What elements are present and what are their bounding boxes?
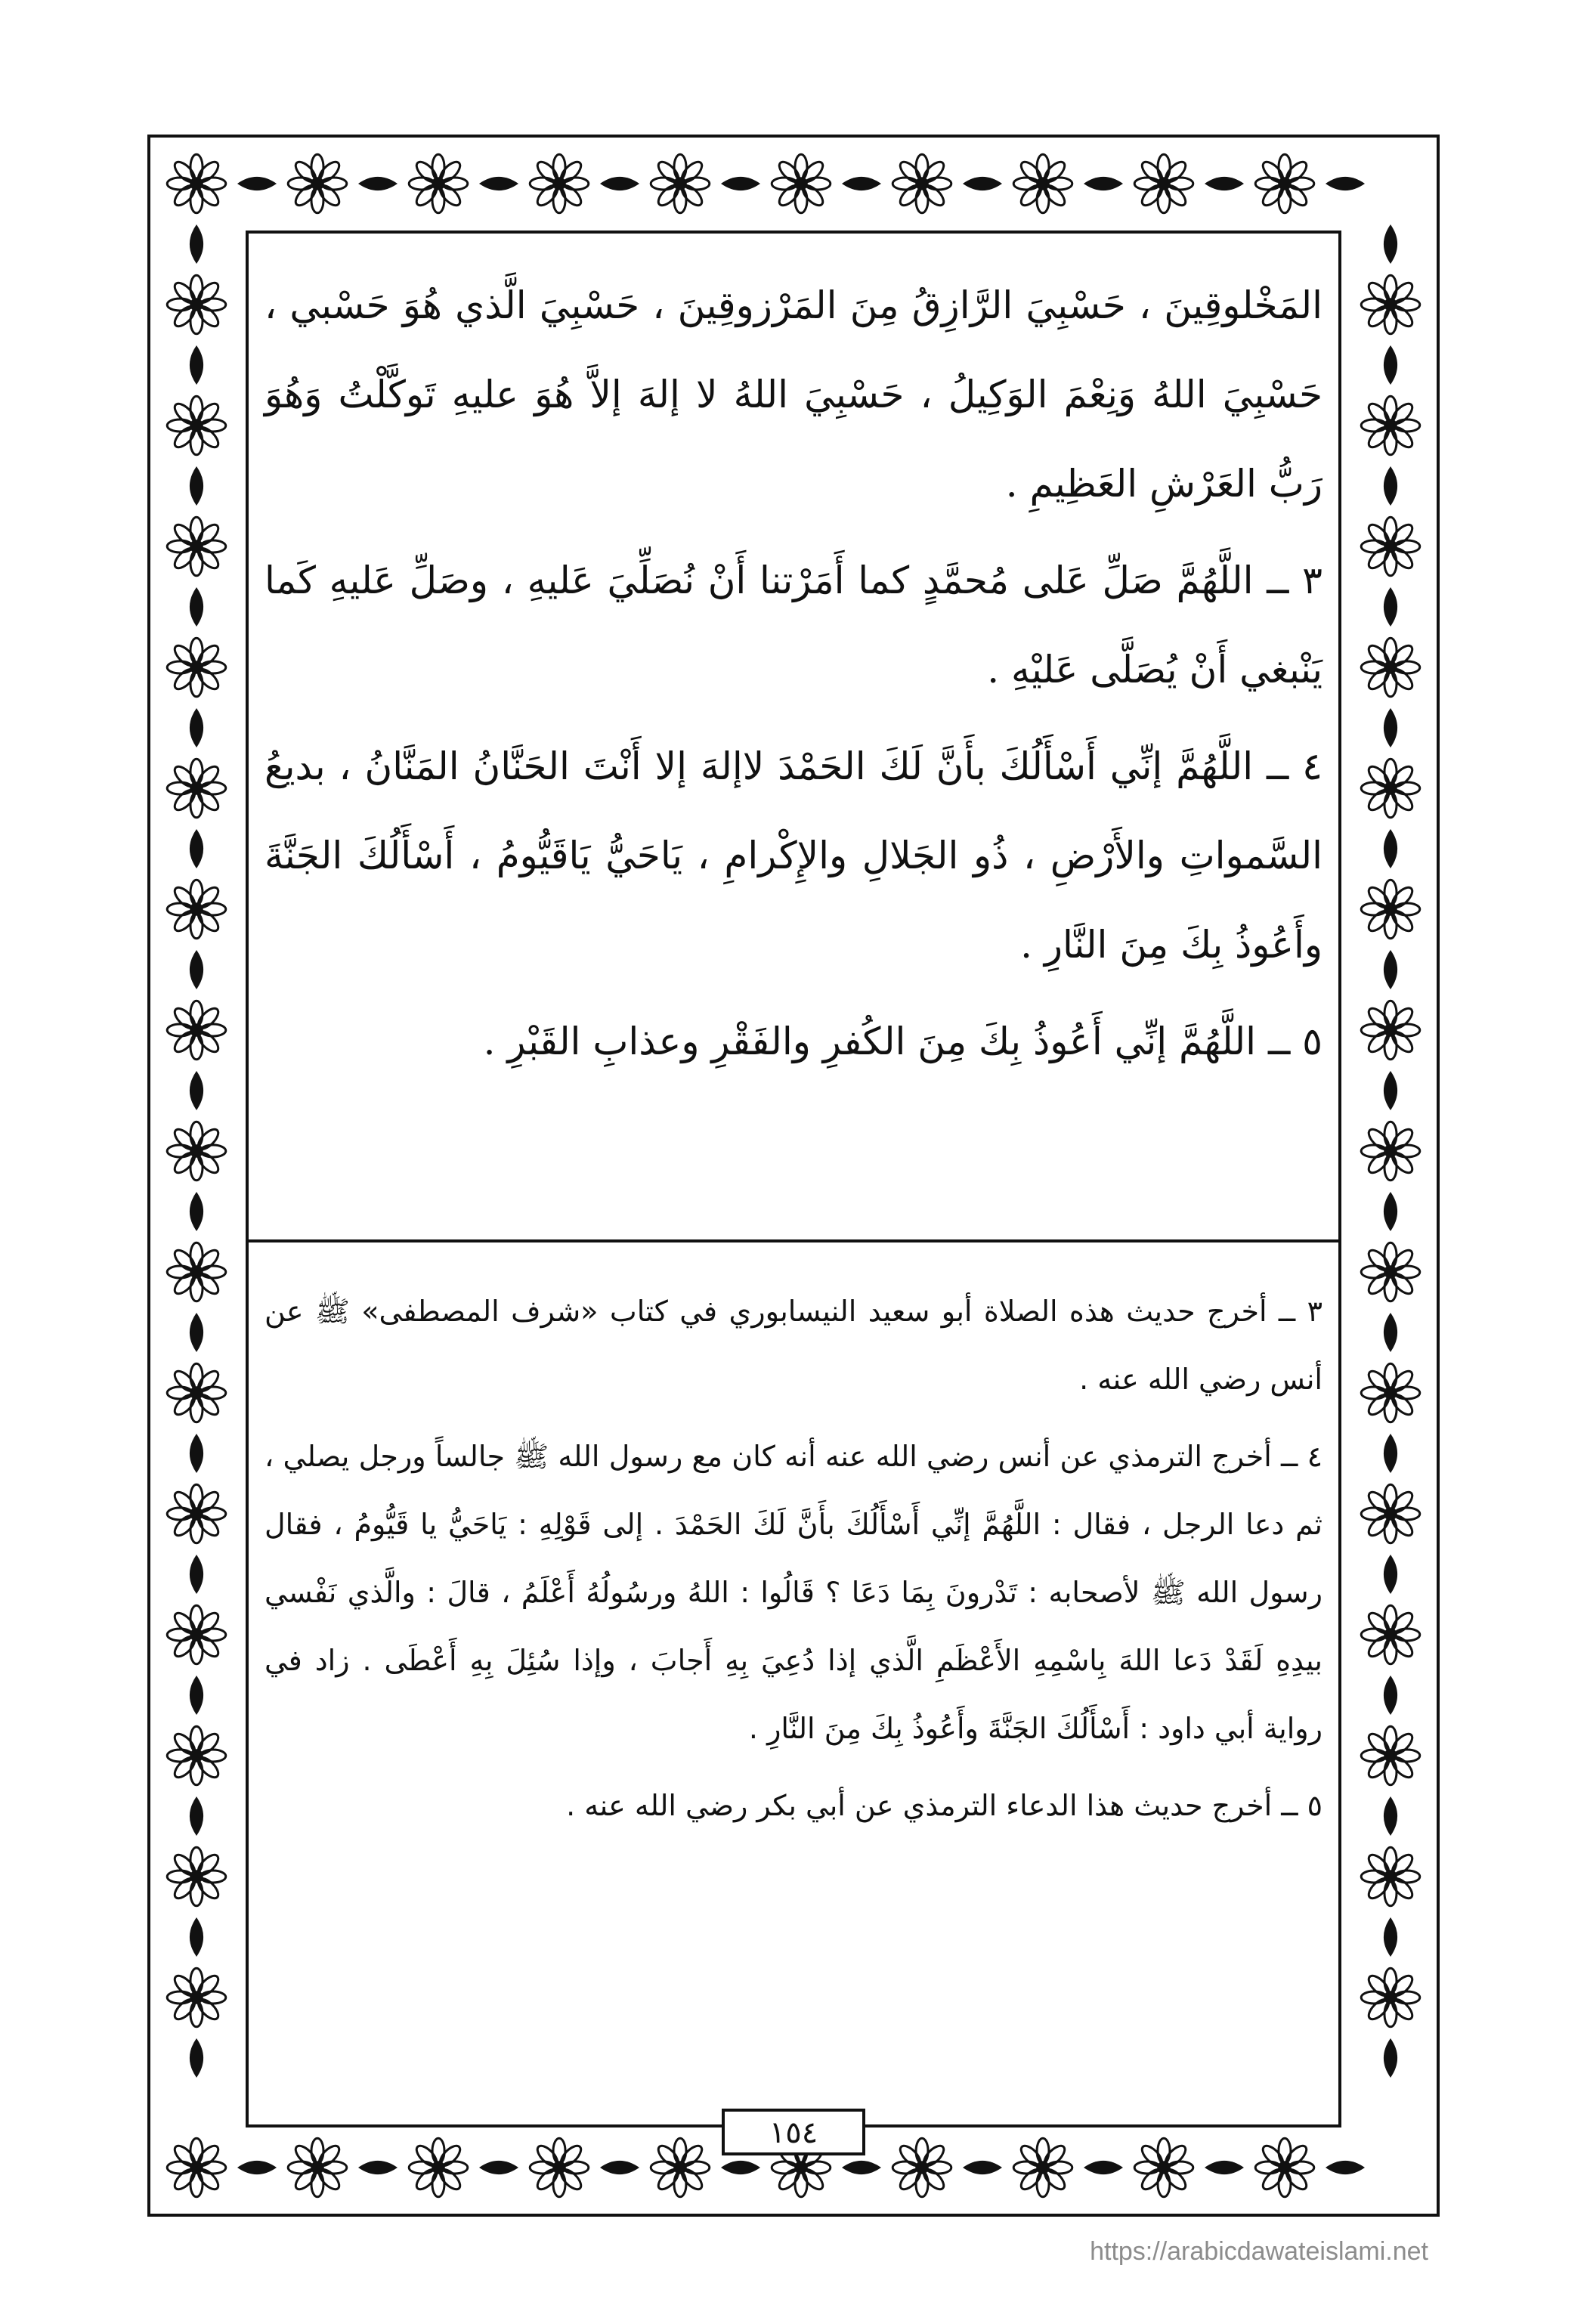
prayer-paragraph-3: ٣ ــ اللَّهُمَّ صَلِّ عَلى مُحمَّدٍ كما أَمَرْتنا أَنْ نُصَلِّيَ عَليهِ ، وصَلِّ عَليهِ كَما يَنْبغي أَنْ يُصَلَّى عَليْهِ . — [264, 559, 1322, 692]
footnote-3: ٣ ــ أخرج حديث هذه الصلاة أبو سعيد النيسابوري في كتاب «شرف المصطفى» ﷺ عن أنس رضي الله عنه . — [264, 1295, 1322, 1396]
watermark-url: https://arabicdawateislami.net — [1090, 2237, 1428, 2266]
footnote-4: ٤ ــ أخرج الترمذي عن أنس رضي الله عنه أنه كان مع رسول الله ﷺ جالساً ورجل يصلي ، ثم دعا الرجل ، فقال : اللَّهُمَّ إنِّي أَسْأَلُكَ بأَنَّ لَكَ الحَمْدَ . إلى قَوْلِهِ : يَاحَيُّ يا قَيُّومُ ، فقال رسول الله ﷺ لأصحابه : تَدْرونَ بِمَا دَعَا ؟ قَالُوا : اللهُ ورسُولُهُ أَعْلَمُ ، قالَ : والَّذي نَفْسي بيدِهِ لَقَدْ دَعا اللهَ بِاسْمِهِ الأَعْظَمِ الَّذي إذا دُعِيَ بِهِ أَجابَ ، وإذا سُئِلَ بِهِ أَعْطَى . زاد في رواية أبي داود : أَسْأَلُكَ الجَنَّةَ وأَعُوذُ بِكَ مِنَ النَّارِ . — [264, 1440, 1322, 1745]
prayer-paragraph-4: ٤ ــ اللَّهُمَّ إنِّي أَسْأَلُكَ بأَنَّ لَكَ الحَمْدَ لاإلهَ إلا أَنْتَ الحَنَّانُ المَنَّانُ ، بديعُ السَّمواتِ والأَرْضِ ، ذُو الجَلالِ والإِكْرامِ ، يَاحَيُّ يَاقَيُّومُ ، أَسْأَلُكَ الجَنَّةَ وأَعُوذُ بِكَ مِنَ النَّارِ . — [264, 744, 1322, 967]
footnote-divider — [246, 1239, 1341, 1242]
prayer-text-block — [264, 261, 1322, 1094]
prayer-paragraph-5: ٥ ــ اللَّهُمَّ إنِّي أَعُوذُ بِكَ مِنَ الكُفرِ والفَقْرِ وعذابِ القَبْرِ . — [483, 1020, 1322, 1063]
prayer-paragraph-1: المَخْلوقِينَ ، حَسْبِيَ الرَّازِقُ مِنَ المَرْزوقِينَ ، حَسْبِيَ الَّذي هُوَ حَسْبي ، حَسْبِيَ اللهُ وَنِعْمَ الوَكِيلُ ، حَسْبِيَ اللهُ لا إلهَ إلاَّ هُوَ عليهِ تَوكَّلْتُ وَهُوَ رَبُّ العَرْشِ العَظِيمِ . — [264, 283, 1322, 506]
page-number: ١٥٤ — [722, 2109, 865, 2155]
footnote-5: ٥ ــ أخرج حديث هذا الدعاء الترمذي عن أبي بكر رضي الله عنه . — [566, 1789, 1322, 1822]
footnotes-block — [264, 1277, 1322, 1849]
